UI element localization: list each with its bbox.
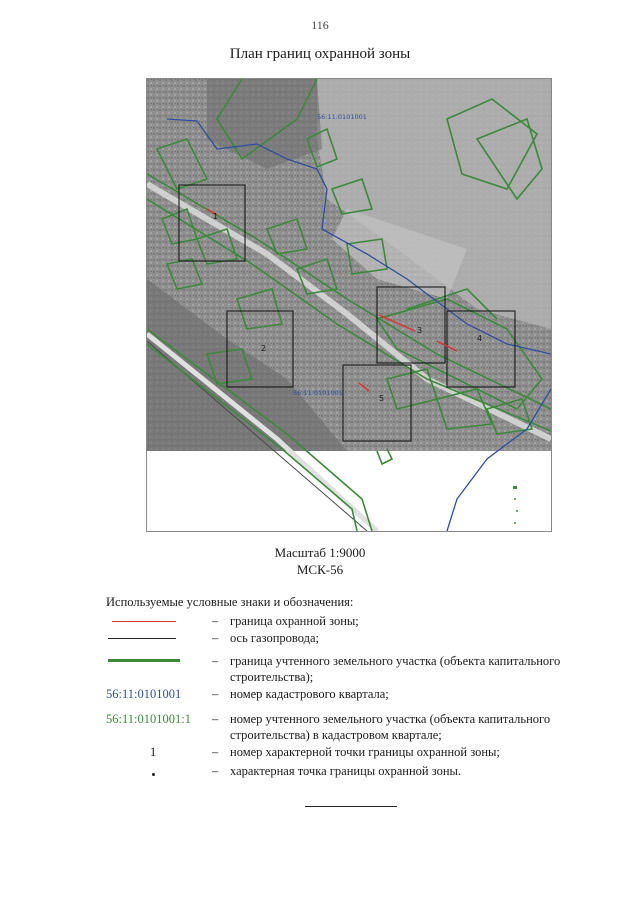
- point-label-5: 5: [379, 394, 385, 403]
- quarter-code-sample: 56:11:0101001: [106, 687, 182, 701]
- coordinate-system: МСК-56: [296, 562, 344, 577]
- map-scale: Масштаб 1:9000: [274, 545, 366, 560]
- legend-dash: –: [212, 712, 219, 726]
- plot-code-sample: 56:11:0101001:1: [106, 712, 191, 726]
- blank-area: [147, 451, 551, 531]
- point-label-3: 3: [417, 326, 423, 335]
- legend-text: граница охранной зоны;: [230, 614, 359, 628]
- cadastral-map: [146, 78, 552, 532]
- point-number-sample: 1: [150, 745, 157, 759]
- red-line-symbol: [106, 613, 192, 629]
- green-line-symbol: [106, 653, 192, 669]
- legend-dash: –: [212, 764, 219, 778]
- legend-text: характерная точка границы охранной зоны.: [230, 764, 462, 778]
- point-label-4: 4: [477, 334, 483, 343]
- bottom-rule: [305, 806, 397, 807]
- page-title: План границ охранной зоны: [229, 46, 411, 62]
- quarter-label-mid: 56:11:0101001: [293, 389, 343, 397]
- legend-text: номер характерной точки границы охранной зоны;: [230, 745, 500, 759]
- map-svg: [147, 79, 551, 531]
- legend-dash: –: [212, 631, 219, 645]
- legend-dash: –: [212, 687, 219, 701]
- point-label-2: 2: [261, 344, 267, 353]
- page-number: 116: [311, 18, 329, 32]
- quarter-label-top: 56:11:0101001: [317, 113, 367, 121]
- legend-dash: –: [212, 614, 219, 628]
- legend-heading: Используемые условные знаки и обозначения:: [106, 595, 354, 609]
- point-label-1: 1: [213, 212, 219, 221]
- legend-text: ось газопровода;: [230, 631, 320, 645]
- black-line-symbol: [106, 630, 192, 646]
- legend-text: номер кадастрового квартала;: [230, 687, 389, 701]
- dot-symbol: [152, 773, 155, 776]
- legend-text: граница учтенного земельного участка (объекта капитального строительства);: [230, 654, 561, 684]
- legend-dash: –: [212, 654, 219, 668]
- legend-text: номер учтенного земельного участка (объекта капитального строительства) в кадастровом квартале;: [230, 712, 551, 742]
- legend-dash: –: [212, 745, 219, 759]
